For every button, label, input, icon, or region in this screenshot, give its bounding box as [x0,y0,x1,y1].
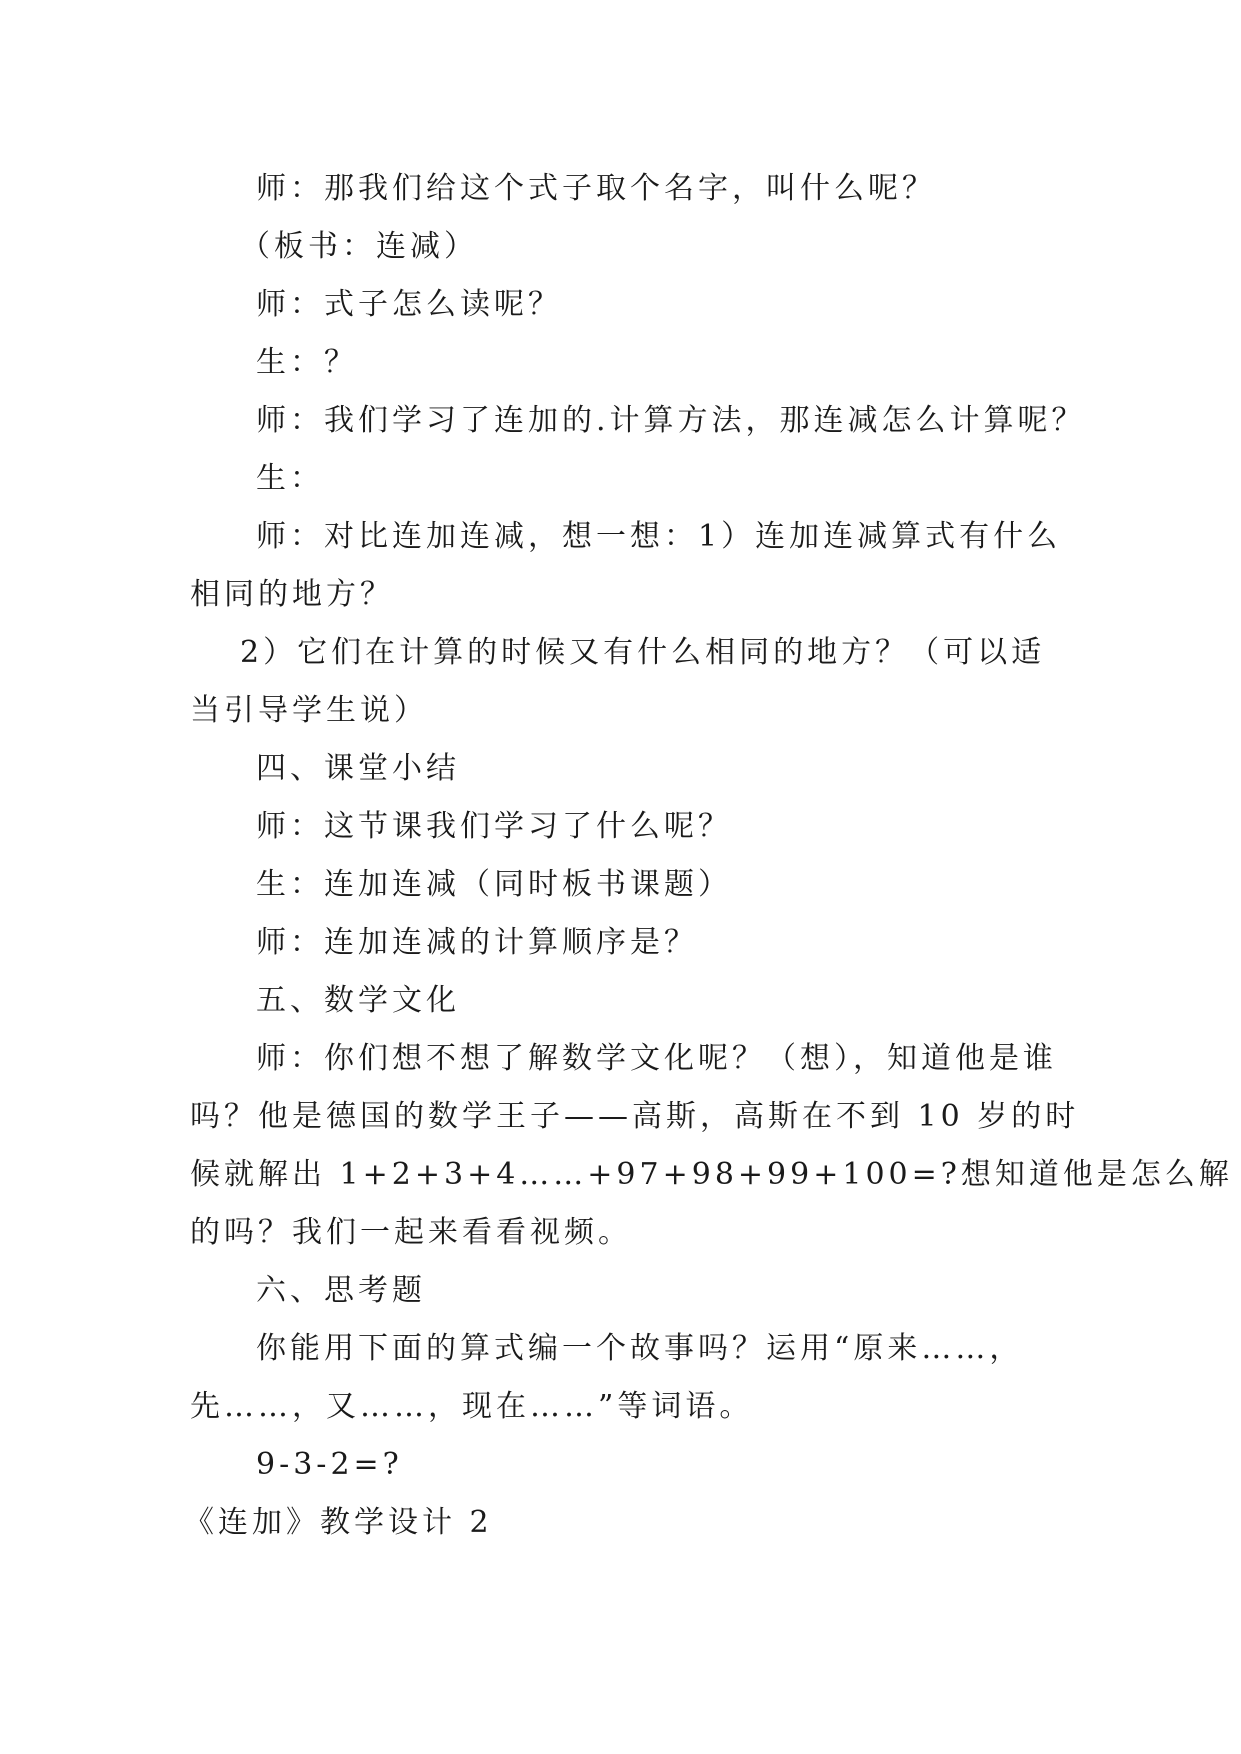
document-title: 《连加》教学设计 2 [184,1505,493,1540]
text-line: 候就解出 1+2+3+4……+97+98+99+100=?想知道他是怎么解 [190,1157,1233,1192]
text-line: 师：连加连减的计算顺序是？ [256,925,698,960]
text-line: 生：？ [256,345,358,380]
text-line: 生：连加连减（同时板书课题） [256,867,732,902]
text-line: 师：式子怎么读呢？ [256,287,562,322]
text-line: 师：那我们给这个式子取个名字，叫什么呢？ [256,171,936,206]
equation-line: 9-3-2=? [256,1447,403,1482]
section-heading: 六、思考题 [256,1273,426,1308]
text-line: 相同的地方？ [190,577,394,612]
text-line: 生： [256,461,324,496]
text-line: 师：对比连加连减，想一想：1）连加连减算式有什么 [256,519,1062,554]
section-heading: 五、数学文化 [256,983,460,1018]
text-line: 当引导学生说） [190,693,428,728]
document-body [184,160,1233,1552]
text-line: 师：这节课我们学习了什么呢？ [256,809,732,844]
text-line: （板书：连减） [240,229,478,264]
text-line: 师：我们学习了连加的.计算方法，那连减怎么计算呢？ [256,403,1086,438]
text-line: 你能用下面的算式编一个故事吗？运用“原来……， [256,1331,1024,1366]
text-line: 的吗？我们一起来看看视频。 [190,1215,632,1250]
text-line: 先……，又……，现在……”等词语。 [190,1389,754,1424]
text-line: 2）它们在计算的时候又有什么相同的地方？（可以适 [240,635,1046,670]
section-heading: 四、课堂小结 [256,751,460,786]
text-line: 师：你们想不想了解数学文化呢？（想），知道他是谁 [256,1041,1057,1076]
text-line: 吗？他是德国的数学王子——高斯，高斯在不到 10 岁的时 [190,1099,1080,1134]
